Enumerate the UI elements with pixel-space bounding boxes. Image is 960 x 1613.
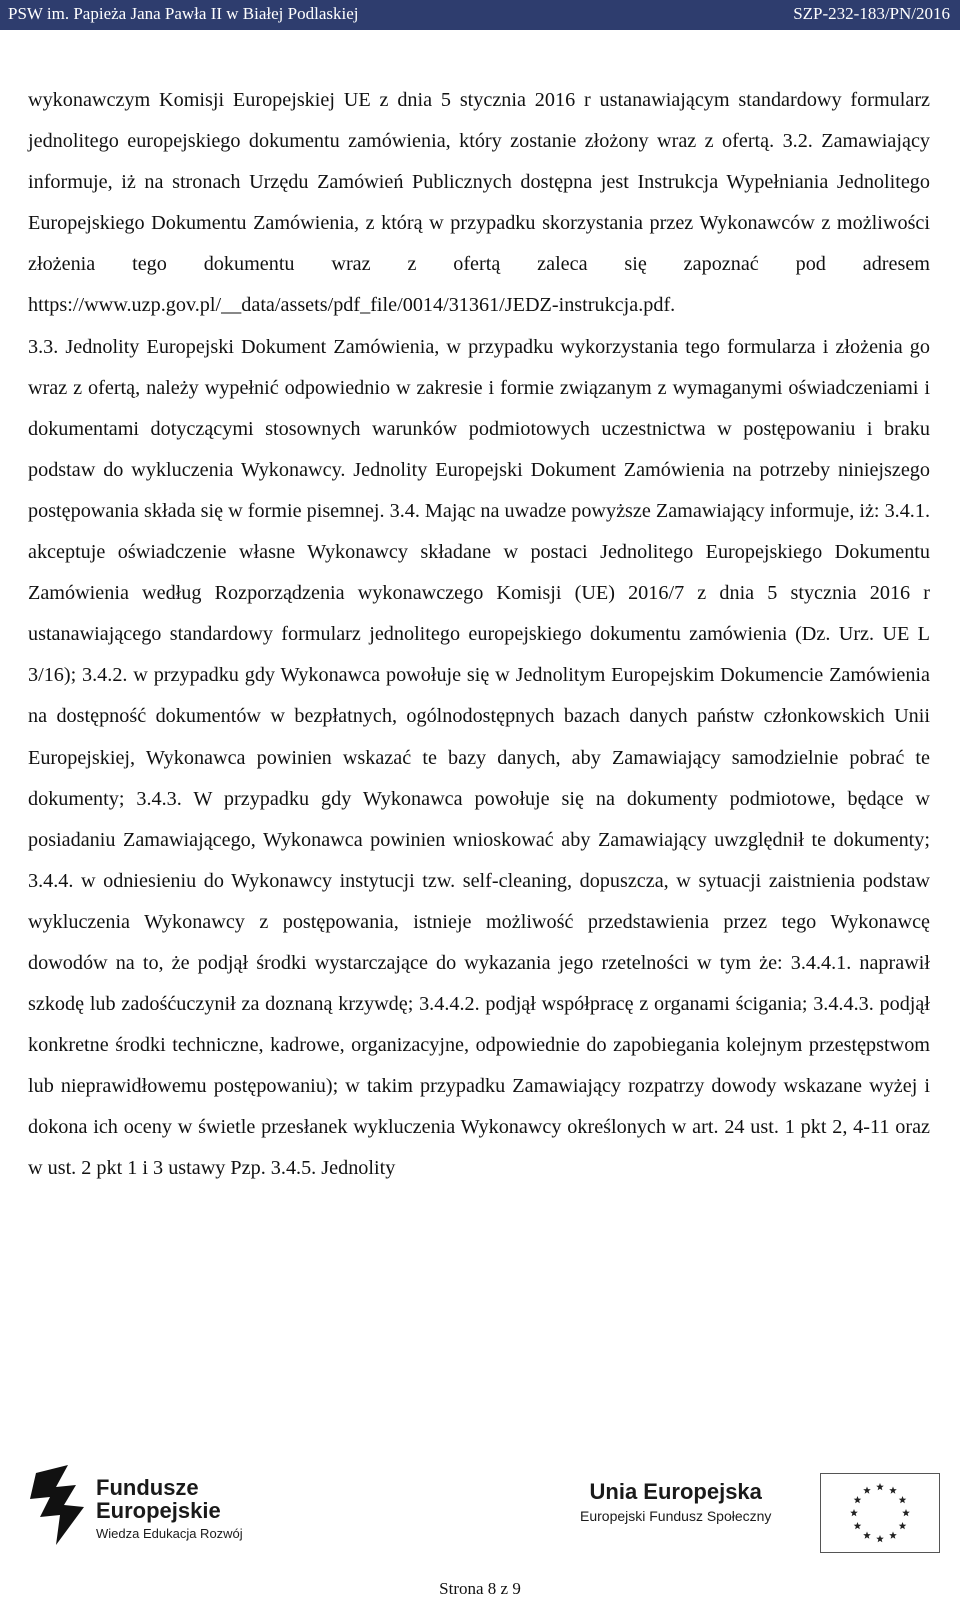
footer-logos bbox=[0, 1465, 960, 1565]
eu-star-icon bbox=[889, 1486, 897, 1493]
paragraph-3-2-text: wykonawczym Komisji Europejskiej UE z dnia 5 stycznia 2016 r ustanawiającym standardowy formularz jednolitego europejskiego dokumentu zamówienia, który zostanie złożony wraz z ofertą. 3.2. Zamawiający informuje, iż na stronach Urzędu Zamówień Publicznych dostępna jest Instrukcja Wypełniania Jednolitego Europejskiego Dokumentu Zamówienia, z którą w przypadku skorzystania przez Wykonawców z możliwości złożenia tego dokumentu wraz z ofertą zaleca się zapoznać pod adresem bbox=[28, 89, 930, 276]
document-body bbox=[28, 80, 930, 1190]
fundusze-europejskie-emblem-icon bbox=[26, 1465, 88, 1545]
eu-star-icon bbox=[876, 1535, 884, 1542]
document-header bbox=[0, 0, 960, 30]
instruction-url[interactable]: https://www.uzp.gov.pl/__data/assets/pdf_file/0014/31361/JEDZ-instrukcja.pdf. bbox=[28, 294, 676, 317]
fundusze-europejskie-logo bbox=[26, 1465, 296, 1555]
header-reference-number: SZP-232-183/PN/2016 bbox=[793, 4, 950, 23]
unia-europejska-text bbox=[580, 1479, 771, 1527]
eu-star-icon bbox=[850, 1509, 858, 1516]
fundusze-line1: Fundusze bbox=[96, 1475, 199, 1500]
ue-line1: Unia Europejska bbox=[589, 1479, 762, 1504]
eu-stars-icon bbox=[821, 1474, 939, 1552]
eu-star-icon bbox=[899, 1496, 907, 1503]
paragraph-3-2 bbox=[28, 80, 930, 327]
eu-star-icon bbox=[863, 1486, 871, 1493]
fundusze-europejskie-text bbox=[96, 1477, 243, 1545]
fundusze-line2: Europejskie bbox=[96, 1498, 221, 1523]
fundusze-line3: Wiedza Edukacja Rozwój bbox=[96, 1526, 243, 1541]
paragraph-3-3: 3.3. Jednolity Europejski Dokument Zamówienia, w przypadku wykorzystania tego formularza i złożenia go wraz z ofertą, należy wypełnić odpowiednio w zakresie i formie związanym z wymaganymi oświadczeniami i dokumentami dotyczącymi stosownych warunków podmiotowych uczestnictwa w postępowaniu i braku podstaw do wykluczenia Wykonawcy. Jednolity Europejski Dokument Zamówienia na potrzeby niniejszego postępowania składa się w formie pisemnej. 3.4. Mając na uwadze powyższe Zamawiający informuje, iż: 3.4.1. akceptuje oświadczenie własne Wykonawcy składane w postaci Jednolitego Europejskiego Dokumentu Zamówienia według Rozporządzenia wykonawczego Komisji (UE) 2016/7 z dnia 5 stycznia 2016 r ustanawiającego standardowy formularz jednolitego europejskiego dokumentu zamówienia (Dz. Urz. UE L 3/16); 3.4.2. w przypadku gdy Wykonawca powołuje się w Jednolitym Europejskim Dokumencie Zamówienia na dostępność dokumentów w bezpłatnych, ogólnodostępnych bazach danych państw członkowskich Unii Europejskiej, Wykonawca powinien wskazać te bazy danych, aby Zamawiający samodzielnie pobrać te dokumenty; 3.4.3. W przypadku gdy Wykonawca powołuje się na dokumenty podmiotowe, będące w posiadaniu Zamawiającego, Wykonawca powinien wnioskować aby Zamawiający uwzględnił te dokumenty; 3.4.4. w odniesieniu do Wykonawcy instytucji tzw. self-cleaning, dopuszcza, w sytuacji zaistnienia podstaw wykluczenia Wykonawcy z postępowania, istnieje możliwość przedstawienia przez tego Wykonawcę dowodów na to, że podjął środki wystarczające do wykazania jego rzetelności w tym że: 3.4.4.1. naprawił szkodę lub zadośćuczynił za doznaną krzywdę; 3.4.4.2. podjął współpracę z organami ścigania; 3.4.4.3. podjął konkretne środki techniczne, kadrowe, organizacyjne, odpowiednie do zapobiegania kolejnym przestępstwom lub nieprawidłowemu postępowaniu); w takim przypadku Zamawiający rozpatrzy dowody wskazane wyżej i dokona ich oceny w świetle przesłanek wykluczenia Wykonawcy określonych w art. 24 ust. 1 pkt 2, 4-11 oraz w ust. 2 pkt 1 i 3 ustawy Pzp. 3.4.5. Jednolity bbox=[28, 335, 930, 1180]
eu-flag-icon bbox=[820, 1473, 940, 1553]
page-number: Strona 8 z 9 bbox=[439, 1579, 521, 1598]
eu-star-icon bbox=[854, 1522, 862, 1529]
eu-star-icon bbox=[854, 1496, 862, 1503]
eu-star-icon bbox=[863, 1532, 871, 1539]
eu-star-icon bbox=[899, 1522, 907, 1529]
header-institution: PSW im. Papieża Jana Pawła II w Białej Podlaskiej bbox=[8, 4, 359, 23]
eu-star-icon bbox=[902, 1509, 910, 1516]
eu-star-icon bbox=[889, 1532, 897, 1539]
ue-line2: Europejski Fundusz Społeczny bbox=[580, 1508, 772, 1524]
unia-europejska-logo bbox=[580, 1473, 940, 1553]
eu-star-icon bbox=[876, 1483, 884, 1490]
